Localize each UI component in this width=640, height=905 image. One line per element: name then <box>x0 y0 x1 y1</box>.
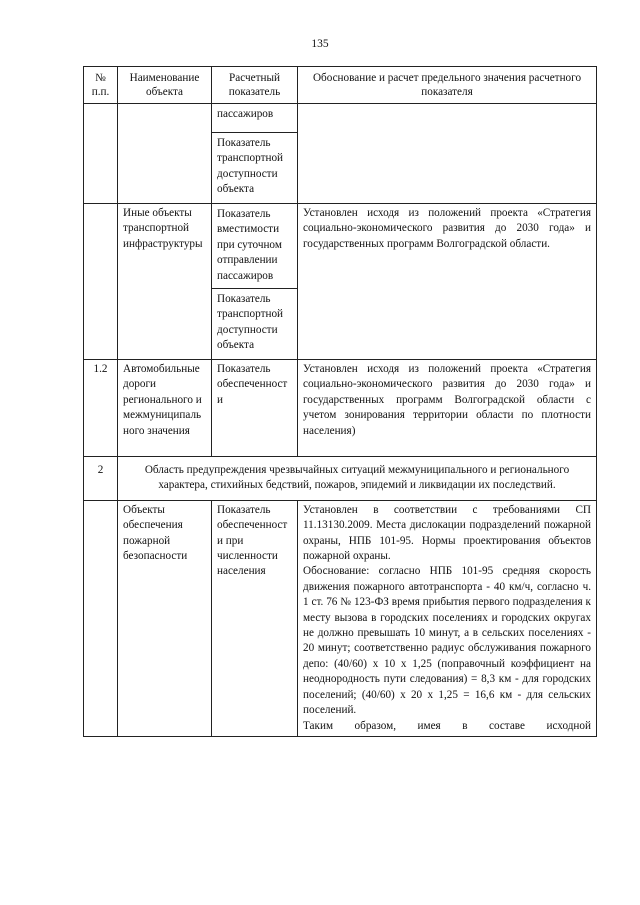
table-row <box>84 104 597 133</box>
cell-num <box>84 104 118 204</box>
header-indicator: Расчетный показатель <box>212 67 298 104</box>
cell-num <box>84 500 118 736</box>
cell-indicator: пассажиров <box>212 104 298 133</box>
cell-name: Иные объекты транспортной инфраструктуры <box>118 204 212 360</box>
cell-justification <box>298 500 597 736</box>
table-row <box>84 204 597 289</box>
table-row <box>84 500 597 736</box>
header-num: № п.п. <box>84 67 118 104</box>
cell-num: 1.2 <box>84 360 118 457</box>
cell-justification <box>298 104 597 204</box>
cell-indicator: Показатель вместимости при суточном отправлении пассажиров <box>212 204 298 289</box>
cell-num: 2 <box>84 457 118 501</box>
header-justification: Обоснование и расчет предельного значения расчетного показателя <box>298 67 597 104</box>
cell-name: Объекты обеспечения пожарной безопасности <box>118 500 212 736</box>
cell-indicator: Показатель транспортной доступности объекта <box>212 133 298 204</box>
cell-name: Автомобильные дороги регионального и межмуниципаль ного значения <box>118 360 212 457</box>
cell-indicator: Показатель обеспеченност и при численности населения <box>212 500 298 736</box>
justification-paragraph: Обоснование: согласно НПБ 101-95 средняя скорость движения пожарного автотранспорта - 40 км/ч, согласно ч. 1 ст. 76 № 123-ФЗ время прибытия первого подразделения к месту вызова в городских поселениях и городских округах не должно превышать 10 минут, а в сельских поселениях - 20 минут; соответственно радиус обслуживания пожарного депо: (40/60) х 10 х 1,25 (поправочный коэффициент на неоднородность пути следования) = 8,3 км - для городских поселений; (40/60) х 20 х 1,25 = 16,6 км - для сельских поселений. <box>303 565 591 717</box>
section-title: Область предупреждения чрезвычайных ситуаций межмуниципального и регионального характера, стихийных бедствий, пожаров, эпидемий и ликвидации их последствий. <box>118 457 597 501</box>
table-row <box>84 360 597 457</box>
table-section-row <box>84 457 597 501</box>
table-header-row <box>84 67 597 104</box>
page-number: 135 <box>311 38 329 50</box>
cell-indicator: Показатель транспортной доступности объекта <box>212 289 298 360</box>
justification-paragraph: Таким образом, имея в составе исходной <box>303 719 591 732</box>
cell-justification: Установлен исходя из положений проекта «Стратегия социально-экономического развития до 2030 года» и государственных программ Волгоградской области с учетом зонирования территории области по плотности населения) <box>298 360 597 457</box>
normative-table <box>83 66 597 737</box>
header-name: Наименование объекта <box>118 67 212 104</box>
cell-indicator: Показатель обеспеченност и <box>212 360 298 457</box>
justification-paragraph: Установлен в соответствии с требованиями СП 11.13130.2009. Места дислокации подразделений пожарной охраны, НПБ 101-95. Нормы проектирования объектов пожарной охраны. <box>303 503 591 563</box>
cell-name <box>118 104 212 204</box>
cell-num <box>84 204 118 360</box>
cell-justification: Установлен исходя из положений проекта «Стратегия социально-экономического развития до 2030 года» и государственных программ Волгоградской области. <box>298 204 597 360</box>
